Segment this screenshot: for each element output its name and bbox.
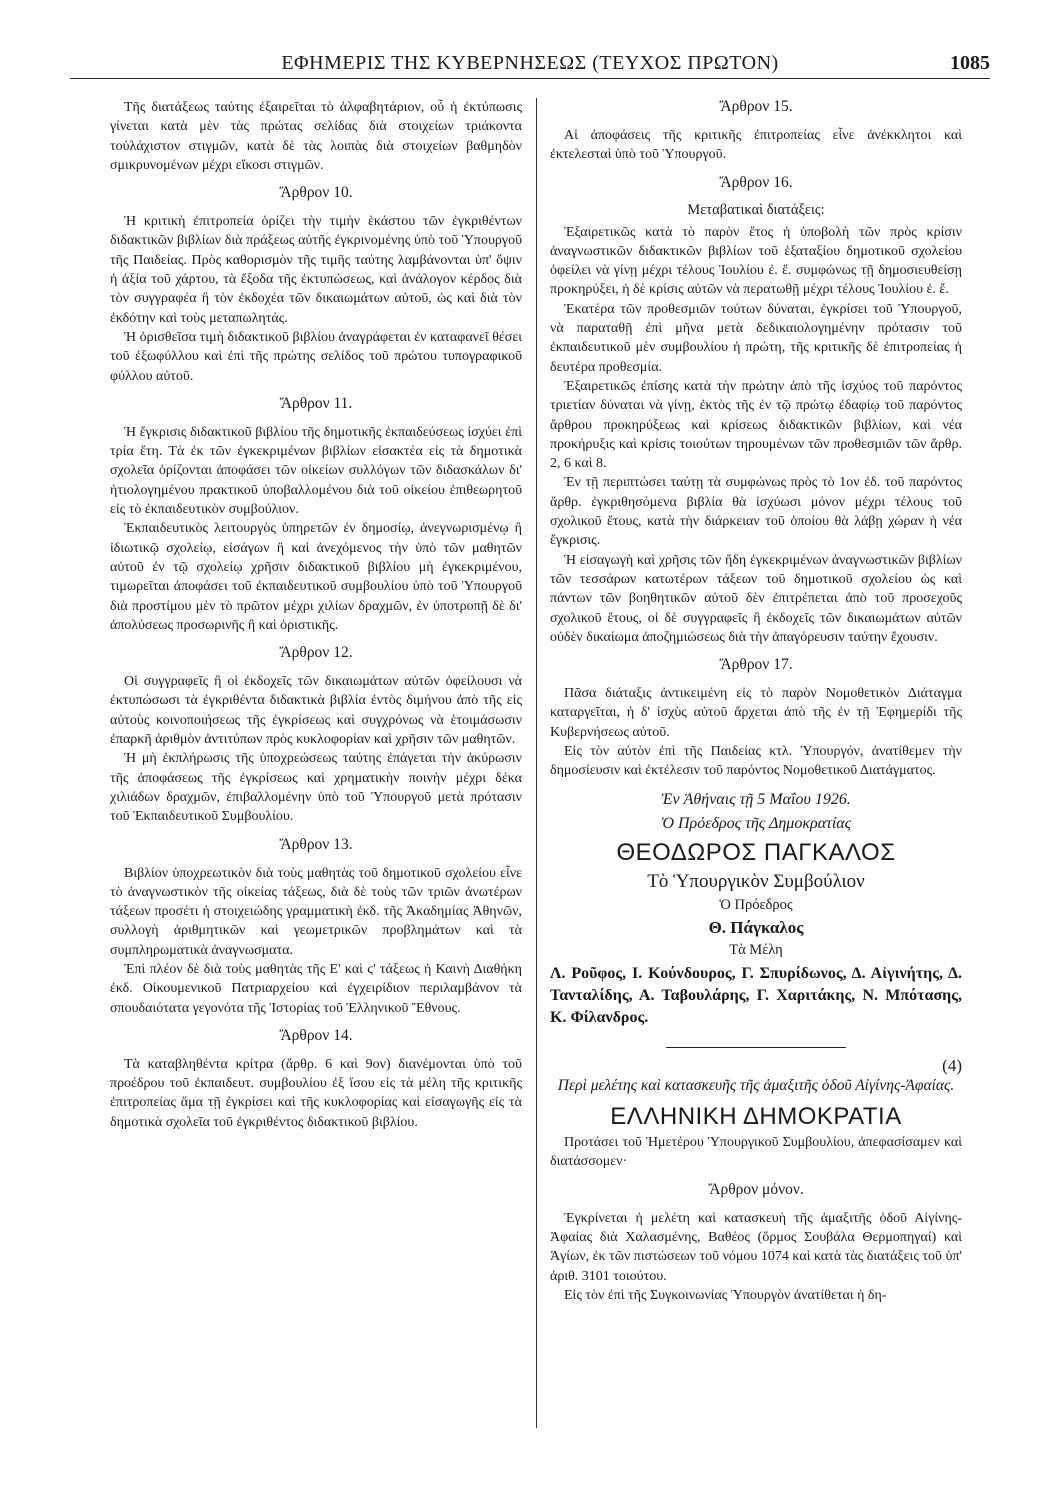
paragraph: Ἡ ἔγκρισις διδακτικοῦ βιβλίου τῆς δημοτικῆς ἐκπαιδεύσεως ἰσχύει ἐπὶ τρία ἔτη. Τὰ ἐκ τῶν ἐγκεκριμένων βιβλίων εἰσακτέα εἰς τὰ δημοτικὰ σχολεῖα ὁρίζονται ἀποφάσει τῶν οἰκείων συλλόγων τῶν διδασκάλων δι' ἠτιολογημένου πρακτικοῦ ὑποβαλλομένου διὰ τοῦ οἰκείου ἐπιθεωρητοῦ εἰς τὸ ἐκπαιδευτικὸν συμβούλιον.: [110, 424, 522, 518]
paragraph: Βιβλίον ὑποχρεωτικὸν διὰ τοὺς μαθητὰς τοῦ δημοτικοῦ σχολείου εἶνε τὸ ἀναγνωστικὸν τῆς οἰκείας τάξεως, διὰ δὲ τοὺς τῶν τριῶν ἀνωτέρων τάξεων προσέτι ἡ στοιχειώδης γραμματικὴ ἐκδ. τῆς Ἀκαδημίας Ἀθηνῶν, συλλογὴ ἀριθμητικῶν καὶ γεωμετρικῶν προβλημάτων καὶ τὰ συμπληρωματικὰ ἀναγνωσματα.: [110, 865, 522, 958]
paragraph: Ἡ εἰσαγωγὴ καὶ χρῆσις τῶν ἤδη ἐγκεκριμένων ἀναγνωστικῶν βιβλίων τῶν τεσσάρων κατωτέρων τάξεων τοῦ δημοτικοῦ σχολείου ὡς καὶ πάντων τῶν βοηθητικῶν αὐτοῦ δὲν ἐπιτρέπεται ἀπὸ τοῦ προσεχοῦς σχολικοῦ ἔτους, οἱ δὲ συγγραφεῖς ἢ ἐκδοχεῖς τῶν δικαιωμάτων αὐτῶν οὐδὲν δικαίωμα ἀποζημιώσεως διὰ τὴν ἀπαγόρευσιν ταύτην ἔχουσιν.: [550, 552, 962, 645]
paragraph: Αἱ ἀποφάσεις τῆς κριτικῆς ἐπιτροπείας εἶνε ἀνέκκλητοι καὶ ἐκτελεσταὶ ὑπὸ τοῦ Ὑπουργοῦ.: [550, 128, 962, 163]
chair-name: Θ. Πάγκαλος: [708, 917, 804, 937]
section-divider: [666, 1047, 846, 1049]
chair-label: Ὁ Πρόεδρος: [719, 896, 793, 913]
cabinet-members: Λ. Ροῦφος, Ι. Κούνδουρος, Γ. Σπυρίδωνος, Δ. Αἰγινήτης, Δ. Τανταλίδης, Α. Ταβουλάρης, Γ. Χαριτάκης, Ν. Μπότασης, Κ. Φίλανδρος.: [550, 964, 962, 1026]
article-15-heading: Ἄρθρον 15.: [719, 98, 793, 115]
paragraph: Ἡ ὁρισθεῖσα τιμὴ διδακτικοῦ βιβλίου ἀναγράφεται ἐν καταφανεῖ θέσει τοῦ ἐξωφύλλου καὶ ἐπὶ τῆς πρώτης σελίδος τοῦ πρώτου τυπογραφικοῦ φύλλου αὐτοῦ.: [110, 329, 522, 384]
decree-number: (4): [942, 1056, 962, 1076]
paragraph: Προτάσει τοῦ Ἡμετέρου Ὑπουργικοῦ Συμβουλίου, ἀπεφασίσαμεν καὶ διατάσσομεν·: [550, 1135, 962, 1170]
president-name: ΘΕΟΔΩΡΟΣ ΠΑΓΚΑΛΟΣ: [616, 838, 896, 866]
article-13-heading: Ἄρθρον 13.: [279, 835, 353, 853]
article-10-heading: Ἄρθρον 10.: [279, 184, 353, 202]
paragraph: Ἐν τῇ περιπτώσει ταύτῃ τὰ συμφώνως πρὸς τὸ 1ον ἐδ. τοῦ παρόντος ἄρθρ. ἐγκριθησόμενα βιβλία θὰ ἰσχύωσι μόνον μέχρι τέλους τοῦ σχολικοῦ ἔτους, κατὰ τὴν διάρκειαν τοῦ ὁποίου θὰ λάβῃ χώραν ἡ νέα ἔγκρισις.: [550, 475, 962, 549]
sole-article-heading: Ἄρθρον μόνον.: [708, 1180, 804, 1198]
paragraph: Τὰ καταβληθέντα κρίτρα (ἄρθρ. 6 καὶ 9ον) διανέμονται ὑπὸ τοῦ προέδρου τοῦ ἐκπαιδευτ. συμβουλίου ἐξ ἴσου εἰς τὰ μέλη τῆς κριτικῆς ἐπιτροπείας ἅμα τῇ ἐγκρίσει καὶ τῆς κυκλοφορίας καὶ εἰσαγωγῆς εἰς τὰ δημοτικὰ σχολεῖα τοῦ ἐγκριθέντος διδακτικοῦ βιβλίου.: [110, 1056, 522, 1130]
paragraph: Ἡ κριτικὴ ἐπιτροπεία ὁρίζει τὴν τιμὴν ἑκάστου τῶν ἐγκριθέντων διδακτικῶν βιβλίων διὰ πράξεως αὐτῆς ἐγκρινομένης ὑπὸ τοῦ Ὑπουργοῦ τῆς Παιδείας. Πρὸς καθορισμὸν τῆς τιμῆς ταύτης λαμβάνονται ὑπ' ὄψιν ἡ ἀξία τοῦ χάρτου, τὰ ἔξοδα τῆς ἐκτυπώσεως, καὶ ἀνάλογον κέρδος διὰ τὸν συγγραφέα ἢ τὸν ἐκδοχέα τῶν δικαιωμάτων αὐτοῦ, ὡς καὶ διὰ τὸν ἐκδότην καὶ τοὺς μεταπωλητάς.: [110, 214, 522, 326]
article-16-heading: Ἄρθρον 16.: [719, 173, 793, 191]
column-divider: [536, 98, 537, 1428]
article-11-heading: Ἄρθρον 11.: [279, 394, 353, 412]
article-14-heading: Ἄρθρον 14.: [279, 1026, 353, 1044]
president-title: Ὁ Πρόεδρος τῆς Δημοκρατίας: [660, 814, 852, 832]
transitional-provisions-label: Μεταβατικαὶ διατάξεις:: [687, 201, 825, 218]
paragraph: Ἐξαιρετικῶς κατὰ τὸ παρὸν ἔτος ἡ ὑποβολὴ τῶν πρὸς κρίσιν ἀναγνωστικῶν διδακτικῶν βιβλίων τοῦ ἑξαταξίου δημοτικοῦ σχολείου ὀφείλει νὰ γίνῃ μέχρι τέλους Ἰουλίου ἐ. ἔ. συμφώνως τῇ δημοσιευθείσῃ προκηρύξει, ἡ δὲ κρίσις αὐτῶν νὰ περατωθῇ μέχρι τέλους Ἰουλίου ἐ. ἔ.: [550, 224, 962, 298]
members-label: Τὰ Μέλη: [729, 941, 783, 958]
page-header: [70, 48, 990, 79]
paragraph: Ἐπὶ πλέον δὲ διὰ τοὺς μαθητὰς τῆς Ε' καὶ ϛ' τάξεως ἡ Καινὴ Διαθήκη ἐκδ. Οἰκουμενικοῦ Πατριαρχείου καὶ ἐγχειρίδιον περιλαμβάνον τὰ σπουδαιότατα γεγονότα τῆς Ἱστορίας τοῦ Ἑλληνικοῦ Ἔθνους.: [110, 961, 522, 1016]
paragraph: Ἑκατέρα τῶν προθεσμιῶν τούτων δύναται, ἐγκρίσει τοῦ Ὑπουργοῦ, νὰ παραταθῇ ἐπὶ μῆνα μετὰ δεδικαιολογημένην πρότασιν τοῦ ἐκπαιδευτικοῦ μὲν συμβουλίου ἡ πρώτη, τῆς κριτικῆς δὲ ἐπιτροπείας ἡ δευτέρα προθεσμία.: [550, 301, 962, 375]
gazette-title: ΕΦΗΜΕΡΙΣ ΤΗΣ ΚΥΒΕΡΝΗΣΕΩΣ (ΤΕΥΧΟΣ ΠΡΩΤΟΝ): [281, 52, 779, 74]
article-12-heading: Ἄρθρον 12.: [279, 644, 353, 662]
paragraph: Πᾶσα διάταξις ἀντικειμένη εἰς τὸ παρὸν Νομοθετικὸν Διάταγμα καταργεῖται, ἡ δ' ἰσχὺς αὐτοῦ ἄρχεται ἀπὸ τῆς ἐν τῇ Ἐφημερίδι τῆς Κυβερνήσεως αὐτοῦ.: [550, 686, 962, 740]
decree-topic: Περὶ μελέτης καὶ κατασκευῆς τῆς ἁμαξιτῆς ὁδοῦ Αἰγίνης-Ἀφαίας.: [557, 1077, 955, 1095]
paragraph: Εἰς τὸν αὐτὸν ἐπὶ τῆς Παιδείας κτλ. Ὑπουργόν, ἀνατίθεμεν τὴν δημοσίευσιν καὶ ἐκτέλεσιν τοῦ παρόντος Νομοθετικοῦ Διατάγματος.: [550, 744, 962, 779]
paragraph: Ἐξαιρετικῶς ἐπίσης κατὰ τὴν πρώτην ἀπὸ τῆς ἰσχύος τοῦ παρόντος τριετίαν δύναται νὰ γίνῃ, ἐκτὸς τῆς ἐν τῷ πρώτῳ ἐδαφίῳ τοῦ παρόντος ἄρθρου προκηρύξεως καὶ κρίσεως διδακτικῶν βιβλίων, καὶ νέα προκήρυξις καὶ κρίσις τοιούτων τηρουμένων τῶν προθεσμιῶν τῶν ἄρθρ. 2, 6 καὶ 8.: [550, 378, 962, 472]
paragraph: Ἐκπαιδευτικὸς λειτουργὸς ὑπηρετῶν ἐν δημοσίῳ, ἀνεγνωρισμένῳ ἢ ἰδιωτικῷ σχολείῳ, εἰσάγων ἢ καὶ ἀνεχόμενος τὴν ὑπὸ τῶν μαθητῶν αὐτοῦ ἐν τῷ σχολείῳ χρῆσιν διδακτικοῦ βιβλίου μὴ ἐγκεκριμένου, τιμωρεῖται ἀποφάσει τοῦ ἐκπαιδευτικοῦ συμβουλίου ὑπὸ τοῦ Ὑπουργοῦ διὰ προστίμου μὲν τὸ πρῶτον μέχρι χιλίων δραχμῶν, ἐν ὑποτροπῇ δὲ δι' ἀπολύσεως προσωρινῆς ἢ καὶ ὁριστικῆς.: [110, 521, 522, 633]
left-column: [110, 98, 522, 1132]
cabinet-heading: Τὸ Ὑπουργικὸν Συμβούλιον: [647, 870, 865, 892]
republic-heading: ΕΛΛΗΝΙΚΗ ΔΗΜΟΚΡΑΤΙΑ: [610, 1103, 902, 1131]
paragraph: Οἱ συγγραφεῖς ἢ οἱ ἐκδοχεῖς τῶν δικαιωμάτων αὐτῶν ὀφείλουσι νὰ ἐκτυπώσωσι τὰ ἐγκριθέντα διδακτικὰ βιβλία ἐντὸς διμήνου ἀπὸ τῆς εἰς αὐτοὺς κοινοποιήσεως τῆς ἐγκρίσεως καὶ συγχρόνως νὰ ἑτοιμάσωσιν ἐπαρκῆ ἀριθμὸν ἀντιτύπων πρὸς κυκλοφορίαν καὶ χρῆσιν τῶν μαθητῶν.: [110, 674, 522, 748]
right-column: [550, 98, 962, 1305]
article-17-heading: Ἄρθρον 17.: [719, 656, 793, 674]
paragraph: Τῆς διατάξεως ταύτης ἐξαιρεῖται τὸ ἀλφαβητάριον, οὗ ἡ ἐκτύπωσις γίνεται κατὰ μὲν τὰς πρώτας σελίδας διὰ στοιχείων τριάκοντα τοὐλάχιστον στιγμῶν, κατὰ δὲ τὰς λοιπὰς διὰ στοιχείων βαθμηδὸν σμικρυνομένων μέχρι εἴκοσι στιγμῶν.: [110, 100, 522, 173]
decree-date: Ἐν Ἀθήναις τῇ 5 Μαΐου 1926.: [661, 790, 851, 808]
page-number: 1085: [950, 52, 990, 74]
paragraph: Ἐγκρίνεται ἡ μελέτη καὶ κατασκευὴ τῆς ἁμαξιτῆς ὁδοῦ Αἰγίνης-Ἀφαίας διὰ Χαλασμένης, Βαθέος (ὅρμος Σουβάλα Θερμοπηγαί) καὶ Ἁγίων, ἐκ τῶν πιστώσεων τοῦ νόμου 1074 καὶ κατὰ τὰς διατάξεις τοῦ ὑπ' ἀριθ. 3101 τοιούτου.: [550, 1210, 962, 1284]
paragraph: Ἡ μὴ ἐκπλήρωσις τῆς ὑποχρεώσεως ταύτης ἐπάγεται τὴν ἀκύρωσιν τῆς ἀποφάσεως τῆς ἐγκρίσεως καὶ χρηματικὴν ποινὴν μέχρι δέκα χιλιάδων δραχμῶν, ἐπιβαλλομένην ὑπὸ τοῦ Ὑπουργοῦ μετὰ πρότασιν τοῦ Ἐκπαιδευτικοῦ Συμβουλίου.: [110, 751, 522, 825]
paragraph: Εἰς τὸν ἐπὶ τῆς Συγκοινωνίας Ὑπουργὸν ἀνατίθεται ἡ δη-: [564, 1287, 887, 1303]
